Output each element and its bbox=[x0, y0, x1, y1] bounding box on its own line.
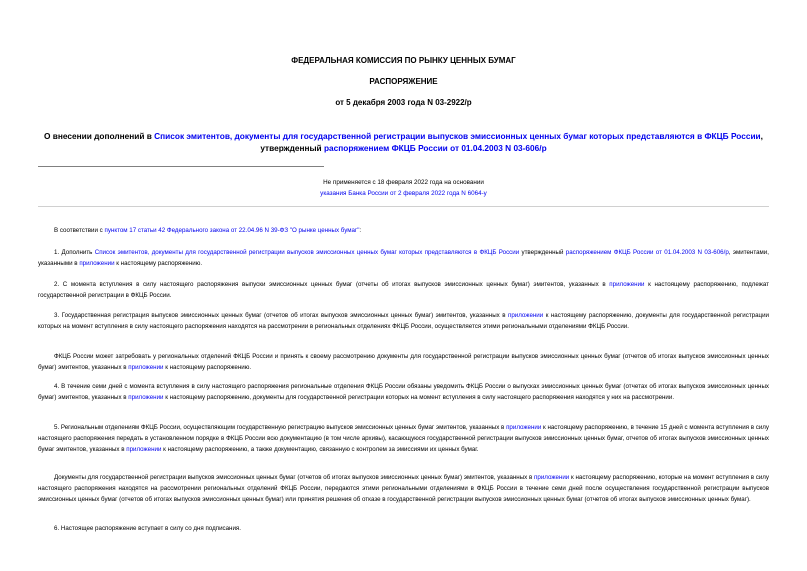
paragraph-6: 6. Настоящее распоряжение вступает в силу со дня подписания. bbox=[54, 525, 242, 532]
paragraph-text: 3. Государственная регистрация выпусков эмиссионных ценных бумаг (отчетов об итогах выпусков эмиссионных ценных бумаг) эмитентов, указанных в bbox=[54, 312, 508, 319]
paragraph-text: ФКЦБ России может затребовать у региональных отделений ФКЦБ России и принять к своему рассмотрению документы для государственной регистрации выпусков эмиссионных ценных бумаг (отчетов об итогах выпусков эмиссионных ценных бумаг) эмитентов, указанных в bbox=[38, 353, 769, 371]
appendix-link[interactable]: приложении bbox=[506, 424, 542, 431]
agency-heading: ФЕДЕРАЛЬНАЯ КОМИССИЯ ПО РЫНКУ ЦЕННЫХ БУМАГ bbox=[291, 56, 516, 65]
paragraph-text: к настоящему распоряжению, подлежат государственной регистрации в ФКЦБ России. bbox=[38, 281, 769, 299]
paragraph-text: 5. Региональным отделениям ФКЦБ России, осуществляющим государственную регистрацию выпусков эмиссионных ценных бумаг эмитентов, указанных в bbox=[54, 424, 507, 431]
status-note-link[interactable]: указания Банка России от 2 февраля 2022 года N 6064-у bbox=[320, 190, 487, 197]
paragraph-text: В соответствии с bbox=[54, 227, 105, 234]
appendix-link[interactable]: приложении bbox=[128, 364, 164, 371]
note-divider bbox=[38, 206, 769, 207]
document-type-heading: РАСПОРЯЖЕНИЕ bbox=[369, 77, 438, 86]
paragraph-2 bbox=[38, 279, 769, 301]
status-note-link-line bbox=[0, 190, 807, 197]
paragraph-5-continued bbox=[38, 472, 769, 505]
paragraph-preamble bbox=[38, 225, 769, 236]
order-link[interactable]: распоряжением ФКЦБ России от 01.04.2003 N 03-606/р bbox=[565, 249, 729, 256]
appendix-link[interactable]: приложении bbox=[508, 312, 544, 319]
paragraph-text: к настоящему распоряжению, документы для государственной регистрации которых на момент вступления в силу настоящего распоряжения находятся у них на рассмотрении. bbox=[163, 394, 675, 401]
paragraph-text: 4. В течение семи дней с момента вступления в силу настоящего распоряжения региональные отделения ФКЦБ России обязаны уведомить ФКЦБ России о выпусках эмиссионных ценных бумаг (отчетах об итогах выпусков эмиссионных ценных бумаг) эмитентов, указанных в bbox=[38, 383, 769, 401]
subject-order-link[interactable]: распоряжением ФКЦБ России от 01.04.2003 N 03-606/р bbox=[323, 143, 547, 153]
paragraph-text: к настоящему распоряжению. bbox=[114, 260, 203, 267]
paragraph-3-continued bbox=[38, 351, 769, 373]
paragraph-text: утвержденный bbox=[519, 249, 566, 256]
paragraph-text: Документы для государственной регистрации выпусков эмиссионных ценных бумаг (отчетов об итогах выпусков эмиссионных ценных бумаг) эмитентов, указанных в bbox=[54, 474, 535, 481]
appendix-link[interactable]: приложении bbox=[79, 260, 115, 267]
subject-middle: , утвержденный bbox=[260, 131, 763, 153]
subject-list-link[interactable]: Список эмитентов, документы для государственной регистрации выпусков эмиссионных ценных бумаг которых представляются в ФКЦБ России bbox=[154, 131, 761, 141]
paragraph-text: к настоящему распоряжению. bbox=[163, 364, 252, 371]
appendix-link[interactable]: приложении bbox=[128, 394, 164, 401]
status-note-text: Не применяется с 18 февраля 2022 года на основании bbox=[323, 179, 484, 186]
document-date-number: от 5 декабря 2003 года N 03-2922/р bbox=[335, 98, 472, 107]
issuer-list-link[interactable]: Список эмитентов, документы для государственной регистрации выпусков эмиссионных ценных бумаг которых представляются в ФКЦБ России bbox=[94, 249, 520, 256]
paragraph-text: к настоящему распоряжению, в течение 15 дней с момента вступления в силу настоящего распоряжения передать в установленном порядке в ФКЦБ России всю документацию (в том числе архивы), касающуюся государственной регистрации выпусков эмиссионных ценных бумаг, отчетов об итогах выпусков эмиссионных ценных бумаг эмитентов, указанных в bbox=[38, 424, 770, 453]
title-divider bbox=[38, 166, 324, 167]
paragraph-text: : bbox=[359, 227, 362, 234]
paragraph-text: 1. Дополнить bbox=[54, 249, 95, 256]
appendix-link[interactable]: приложении bbox=[534, 474, 570, 481]
document-subject bbox=[40, 130, 767, 154]
law-article-link[interactable]: пунктом 17 статьи 42 Федерального закона от 22.04.96 N 39-ФЗ "О рынке ценных бумаг" bbox=[104, 227, 360, 234]
subject-prefix: О внесении дополнений в bbox=[44, 131, 155, 141]
paragraph-text: к настоящему распоряжению, документы для государственной регистрации которых на момент вступления в силу настоящего распоряжения находятся на рассмотрении в региональных отделениях ФКЦБ России, осуществляется этими региональными отделениями ФКЦБ России. bbox=[38, 312, 769, 330]
appendix-link[interactable]: приложении bbox=[126, 446, 162, 453]
paragraph-5 bbox=[38, 422, 769, 455]
paragraph-1 bbox=[38, 247, 769, 269]
paragraph-text: к настоящему распоряжению, которые на момент вступления в силу настоящего распоряжения находятся на рассмотрении региональных отделений ФКЦБ России, передаются этими региональными отделениями в ФКЦБ России в течение семи дней после осуществления государственной регистрации выпусков эмиссионных ценных бумаг (отчетов об итогах выпусков эмиссионных ценных бумаг) или принятия решения об отказе в государственной регистрации выпусков эмиссионных ценных бумаг (отчетов об итогах выпусков эмиссионных ценных бумаг). bbox=[38, 474, 769, 503]
appendix-link[interactable]: приложении bbox=[609, 281, 645, 288]
paragraph-text: , эмитентами, указанными в bbox=[38, 249, 769, 267]
paragraph-text: 2. С момента вступления в силу настоящего распоряжения выпуски эмиссионных ценных бумаг (отчеты об итогах выпусков эмиссионных ценных бумаг) эмитентов, указанных в bbox=[54, 281, 610, 288]
paragraph-text: к настоящему распоряжению, а также документацию, связанную с контролем за эмиссиями их ценных бумаг. bbox=[161, 446, 479, 453]
paragraph-3 bbox=[38, 310, 769, 332]
paragraph-4 bbox=[38, 381, 769, 403]
